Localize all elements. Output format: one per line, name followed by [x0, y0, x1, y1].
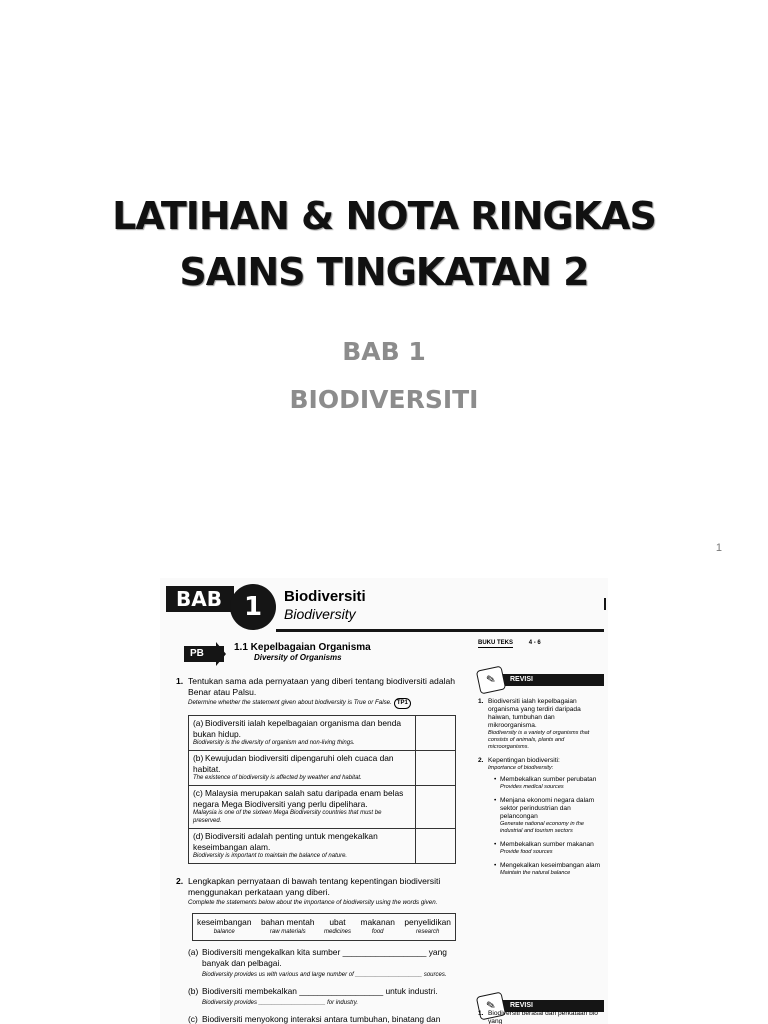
- pencil-note-icon: ✎: [476, 666, 506, 695]
- statement-table: [188, 715, 456, 864]
- word-bank-item: keseimbangan balance: [197, 917, 252, 935]
- table-row: [189, 829, 456, 864]
- chapter-title: Biodiversiti: [284, 588, 366, 605]
- fill-blank-item: (a) Biodiversiti mengekalkan kita sumber __________________ yang banyak dan pelbagai. Biodiversity provides us with various and large number of ____________________ sources.: [188, 947, 447, 978]
- revision-sidebar: [478, 640, 604, 883]
- scanned-workbook-page: [160, 578, 608, 1024]
- section-arrow-icon: [216, 642, 226, 666]
- importance-bullets: [488, 776, 604, 877]
- revision-label: REVISI: [500, 674, 604, 686]
- fill-blank-item: (b) Biodiversiti membekalkan __________________ untuk industri. Biodiversity provides ____________________ for industry.: [188, 986, 438, 1006]
- revision-item: 1. Biodiversiti ialah kepelbagaian organisma yang terdiri daripada haiwan, tumbuhan dan mikroorganisma. Biodiversity is a variety of organisms that consists of animals, plants and microorganisms.: [478, 698, 590, 750]
- table-row: [189, 786, 456, 829]
- slide-title-line-2: SAINS TINGKATAN 2: [179, 250, 589, 294]
- question-1: [176, 676, 466, 709]
- question-text: Lengkapkan pernyataan di bawah tentang kepentingan biodiversiti menggunakan perkataan yang diberi.: [188, 876, 441, 897]
- slide-subtitle-chapter: BAB 1: [342, 337, 426, 366]
- slide-title: [0, 188, 768, 300]
- bullet-item: • Membekalkan sumber makanan Provide food sources: [494, 841, 604, 856]
- slide-number: 1: [715, 542, 722, 554]
- section-title: 1.1 Kepelbagaian Organisma: [234, 642, 371, 653]
- revision-list-2: [478, 1010, 604, 1024]
- fill-blank-item: (c) Biodiversiti menyokong interaksi antara tumbuhan, binatang dan: [188, 1014, 441, 1024]
- pencil-note-icon: ✎: [476, 992, 506, 1021]
- textbook-reference: [478, 640, 604, 660]
- bullet-item: • Menjana ekonomi negara dalam sektor perindustrian dan pelancongan Generate national economy in the industrial and tourism sectors: [494, 797, 604, 835]
- question-2: [176, 876, 466, 907]
- revision-list: [478, 698, 604, 877]
- textbook-label: BUKU TEKS: [478, 640, 514, 646]
- section-pb-tag: PB: [184, 646, 224, 662]
- bullet-item: • Mengekalkan keseimbangan alam Maintain the natural balance: [494, 862, 604, 877]
- table-row: [189, 716, 456, 751]
- word-bank: [192, 913, 456, 941]
- word-bank-item: penyelidikan research: [404, 917, 451, 935]
- slide-subtitle-topic: BIODIVERSITI: [289, 385, 479, 414]
- chapter-header-rule: [276, 629, 604, 632]
- revision-item-number: 1.: [478, 1010, 484, 1017]
- revision-header: [478, 668, 604, 690]
- word-bank-item: ubat medicines: [323, 917, 351, 935]
- revision-label-2: REVISI: [500, 1000, 604, 1012]
- page-edge-mark: [604, 598, 606, 610]
- statement-cell: (a) Biodiversiti ialah kepelbagaian organisma dan benda bukan hidup. Biodiversity is the diversity of organism and non-living things.: [189, 716, 416, 751]
- statement-cell: (d) Biodiversiti adalah penting untuk mengekalkan keseimbangan alam. Biodiversity is important to maintain the balance of nature.: [189, 829, 416, 864]
- exercise-column: [176, 640, 466, 1024]
- word-bank-item: bahan mentah raw materials: [260, 917, 315, 935]
- chapter-header: [166, 582, 602, 630]
- question-text-english: Determine whether the statement given about biodiversity is True or False. TP1: [188, 698, 466, 709]
- chapter-number-badge: 1: [230, 584, 276, 630]
- question-number: 1.: [176, 676, 184, 686]
- question-number: 2.: [176, 876, 184, 886]
- chapter-title-english: Biodiversity: [284, 606, 356, 622]
- answer-cell[interactable]: [416, 751, 456, 786]
- slide-title-line-1: LATIHAN & NOTA RINGKAS: [112, 194, 656, 238]
- question-text: Tentukan sama ada pernyataan yang diberi tentang biodiversiti adalah Benar atau Palsu.: [188, 676, 456, 697]
- question-text-english: Complete the statements below about the importance of biodiversity using the words given.: [188, 899, 438, 906]
- section-title-english: Diversity of Organisms: [254, 653, 342, 662]
- bullet-item: • Membekalkan sumber perubatan Provides medical sources: [494, 776, 604, 791]
- tp-badge: TP1: [394, 698, 411, 709]
- answer-cell[interactable]: [416, 829, 456, 864]
- statement-cell: (b) Kewujudan biodiversiti dipengaruhi oleh cuaca dan habitat. The existence of biodiversity is affected by weather and habitat.: [189, 751, 416, 786]
- table-row: [189, 751, 456, 786]
- answer-cell[interactable]: [416, 786, 456, 829]
- revision-item: 2. Kepentingan biodiversiti: Importance of biodiversity: • Membekalkan sumber perubatan Provides medical sources • Menjana ekonomi negara dalam sektor perindustrian dan pelancongan Generate national economy in the industrial and tourism sectors • Membekalkan sumber makanan Provide food sources • Mengekalkan keseimbangan alam Maintain the natural balance: [488, 757, 604, 877]
- answer-cell[interactable]: [416, 716, 456, 751]
- revision-item-text: Biodiversiti berasal dari perkataan bio yang: [488, 1010, 598, 1024]
- section-header: [176, 640, 466, 666]
- textbook-pages: 4 - 6: [528, 640, 541, 646]
- statement-cell: (c) Malaysia merupakan salah satu daripada enam belas negara Mega Biodiversiti yang perlu dipelihara. Malaysia is one of the sixteen Mega Biodiversity countries that must be preserved.: [189, 786, 416, 829]
- chapter-bab-label: BAB: [166, 586, 234, 612]
- word-bank-item: makanan food: [360, 917, 395, 935]
